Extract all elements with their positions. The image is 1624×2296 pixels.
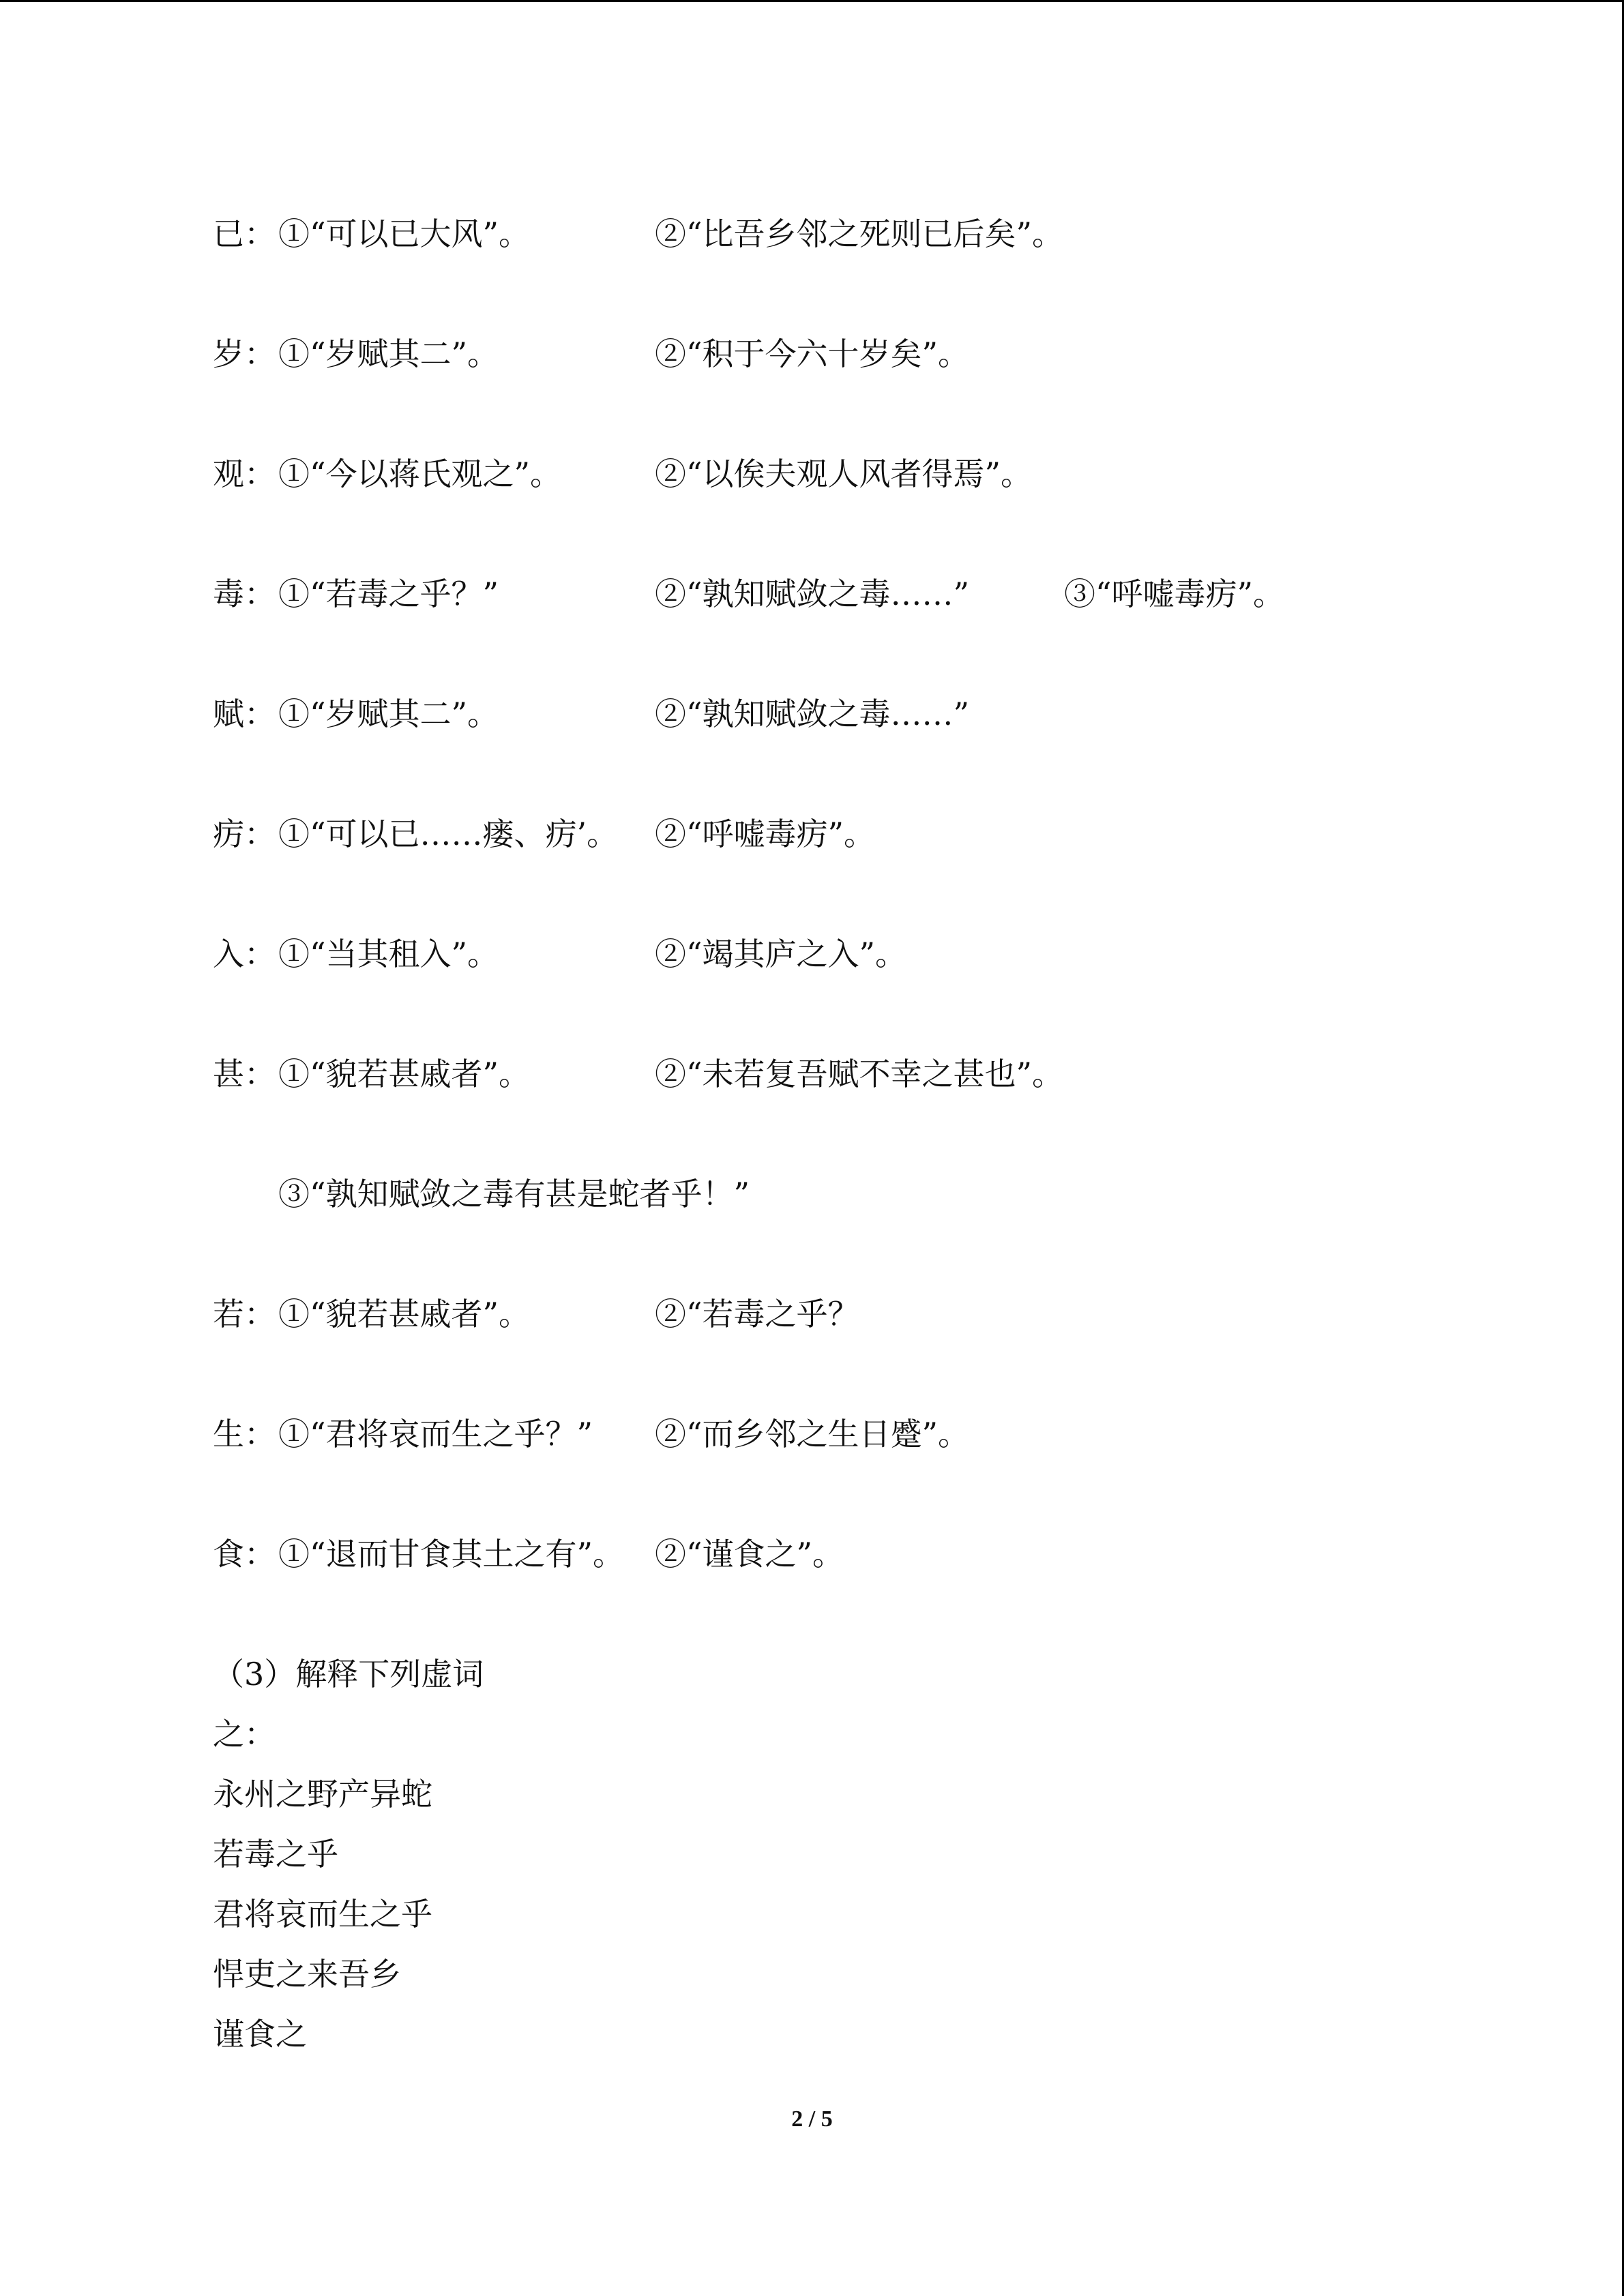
- entry-example-1: ①“可以已……瘘、疠’。: [278, 816, 619, 852]
- section-line: 谨食之: [213, 2016, 307, 2053]
- page-number: 2 / 5: [791, 2106, 833, 2132]
- entry-example-2: ②“积于今六十岁矣”。: [655, 336, 970, 372]
- entry-example-1: ①“可以已大风”。: [278, 215, 531, 252]
- section-word: 之：: [213, 1716, 276, 1753]
- entry-example-2: ②“若毒之乎？: [655, 1296, 859, 1332]
- entry-headword: 入：: [213, 936, 276, 972]
- entry-example-1: ①“岁赋其二”。: [278, 696, 499, 732]
- entry-example-2: ②“孰知赋敛之毒……”: [655, 576, 970, 612]
- entry-headword: 食：: [213, 1536, 276, 1572]
- entry-headword: 观：: [213, 456, 276, 492]
- entry-headword: 毒：: [213, 576, 276, 612]
- entry-example-2: ②“以俟夫观人风者得焉”。: [655, 456, 1033, 492]
- entry-example-3: ③“呼嘘毒疠”。: [1064, 576, 1285, 612]
- entry-example-2: ②“未若复吾赋不幸之甚也”。: [655, 1056, 1064, 1092]
- entry-headword: 岁：: [213, 336, 276, 372]
- entry-headword: 赋：: [213, 696, 276, 732]
- entry-example-2: ②“竭其庐之入”。: [655, 936, 907, 972]
- entry-headword: 已：: [213, 215, 276, 252]
- section-line: 若毒之乎: [213, 1836, 338, 1873]
- entry-example-1: ①“当其租入”。: [278, 936, 499, 972]
- entry-headword: 疠：: [213, 816, 276, 852]
- entry-example-1: ①“退而甘食其土之有”。: [278, 1536, 625, 1572]
- top-border: [0, 0, 1624, 2]
- entry-example-2: ②“比吾乡邻之死则已后矣”。: [655, 215, 1064, 252]
- section-line: 永州之野产异蛇: [213, 1776, 432, 1813]
- entry-headword: 甚：: [213, 1056, 276, 1092]
- entry-example-1: ①“若毒之乎？”: [278, 576, 499, 612]
- entry-example-2: ②“谨食之”。: [655, 1536, 844, 1572]
- entry-example-1: ①“貌若甚戚者”。: [278, 1296, 531, 1332]
- section-line: 悍吏之来吾乡: [213, 1956, 401, 1993]
- entry-example-2: ②“而乡邻之生日蹙”。: [655, 1416, 970, 1452]
- entry-example-1: ①“岁赋其二”。: [278, 336, 499, 372]
- entry-headword: 若：: [213, 1296, 276, 1332]
- entry-example-1: ①“貌若甚戚者”。: [278, 1056, 531, 1092]
- entry-example-1: ①“君将哀而生之乎？”: [278, 1416, 593, 1452]
- entry-example-2: ②“孰知赋敛之毒……”: [655, 696, 970, 732]
- entry-example-2: ②“呼嘘毒疠”。: [655, 816, 876, 852]
- section-line: 君将哀而生之乎: [213, 1896, 432, 1933]
- entry-example-1: ①“今以蒋氏观之”。: [278, 456, 562, 492]
- entry-example-3: ③“孰知赋敛之毒有甚是蛇者乎！”: [278, 1176, 750, 1212]
- section-heading: （3）解释下列虚词: [213, 1656, 484, 1693]
- entry-headword: 生：: [213, 1416, 276, 1452]
